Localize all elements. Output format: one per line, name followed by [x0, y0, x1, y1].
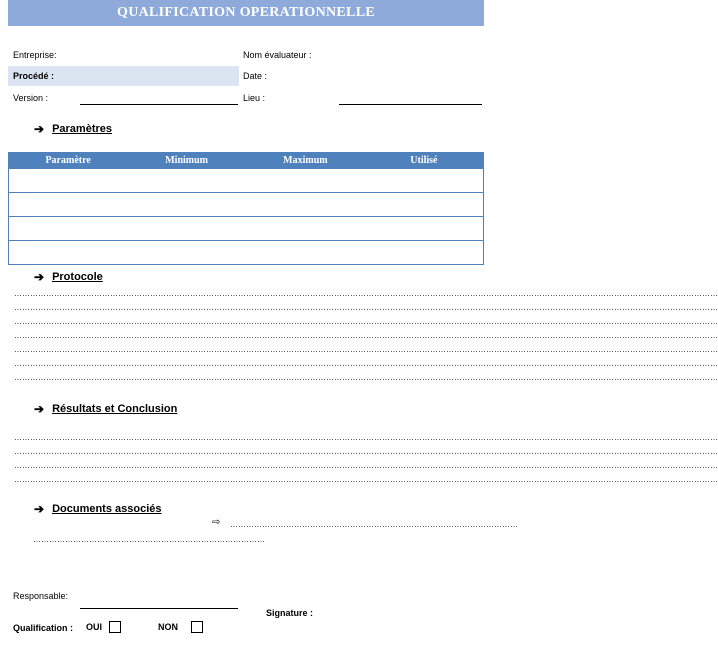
table-header-row — [9, 153, 484, 169]
dotted-line: ………………………………………………………………………………………………………………………………………………………………………………………………………………………………………… — [14, 461, 718, 470]
section-title: Résultats et Conclusion — [52, 403, 178, 415]
date-label: Date : — [243, 71, 268, 81]
non-checkbox[interactable] — [191, 621, 203, 633]
table-row[interactable] — [9, 241, 484, 265]
evaluateur-label: Nom évaluateur : — [243, 50, 312, 60]
procede-label: Procédé : — [13, 71, 55, 81]
arrow-right-icon: ➔ — [34, 502, 45, 516]
section-title: Paramètres — [52, 123, 112, 135]
column-header: Maximum — [246, 153, 365, 169]
dotted-line: ………………………………………………………………………………………………………………………………………………………………………………………………………………………………………… — [14, 345, 718, 354]
table-row[interactable] — [9, 169, 484, 193]
lieu-label: Lieu : — [243, 93, 266, 103]
arrow-right-icon: ➔ — [34, 270, 45, 284]
column-header: Paramètre — [9, 153, 128, 169]
section-documents — [34, 502, 162, 516]
protocole-lines[interactable] — [14, 288, 718, 386]
dotted-line: ………………………………………………………………………………………………………………………………………………………………………………………………………………………………………… — [14, 289, 718, 298]
column-header: Utilisé — [365, 153, 484, 169]
lieu-field[interactable] — [339, 104, 482, 105]
dotted-line: ………………………………………………………………………………………………………………………………………………………………………………………………………………………………………… — [14, 303, 718, 312]
dotted-line: ………………………………………………………………………………………………………………………………………………………………………………………………………………………………………… — [14, 475, 718, 484]
section-protocole — [34, 270, 103, 284]
section-title: Documents associés — [52, 503, 162, 515]
parameters-table — [8, 152, 484, 265]
dotted-line: ………………………………………………………………………………………………………………………………………………………………………………………………………………………………………… — [14, 317, 718, 326]
section-resultats — [34, 402, 177, 416]
resultats-lines[interactable] — [14, 432, 718, 488]
page-title: QUALIFICATION OPERATIONNELLE — [8, 0, 484, 26]
column-header: Minimum — [127, 153, 246, 169]
dotted-line: ………………………………………………………………………………………………………………………………………………………………………………………………………………………………………… — [14, 331, 718, 340]
arrow-right-icon: ➔ — [34, 402, 45, 416]
dotted-line: ………………………………………………………………………………………………………………………………………………………………………………………………………………………………………… — [14, 447, 718, 456]
signature-label: Signature : — [266, 608, 314, 618]
dotted-line: ………………………………………………………………………………………………………………………………………………………………………………………………………………………………………… — [14, 433, 718, 442]
arrow-right-icon: ➔ — [34, 122, 45, 136]
section-parametres — [34, 122, 112, 136]
version-label: Version : — [13, 93, 49, 103]
dotted-line: ………………………………………………………………………………………………………………………………………………………………………………………………………………………………………… — [14, 373, 718, 382]
table-row[interactable] — [9, 193, 484, 217]
non-label: NON — [158, 622, 178, 632]
dotted-line: ………………………………………………………………………………………………………………………………………………………………………………………………………………………………………… — [14, 359, 718, 368]
qualification-label: Qualification : — [13, 623, 74, 633]
responsable-field[interactable] — [80, 608, 238, 609]
documents-line[interactable]: …………………………………………………………………………… — [33, 535, 265, 544]
hollow-arrow-icon: ⇨ — [212, 517, 221, 528]
table-row[interactable] — [9, 217, 484, 241]
version-field[interactable] — [80, 104, 238, 105]
entreprise-label: Entreprise: — [13, 50, 57, 60]
documents-line[interactable]: ……………………………………………………………………………………………… — [230, 520, 518, 529]
section-title: Protocole — [52, 271, 103, 283]
responsable-label: Responsable: — [13, 591, 69, 601]
oui-checkbox[interactable] — [109, 621, 121, 633]
oui-label: OUI — [86, 622, 103, 632]
